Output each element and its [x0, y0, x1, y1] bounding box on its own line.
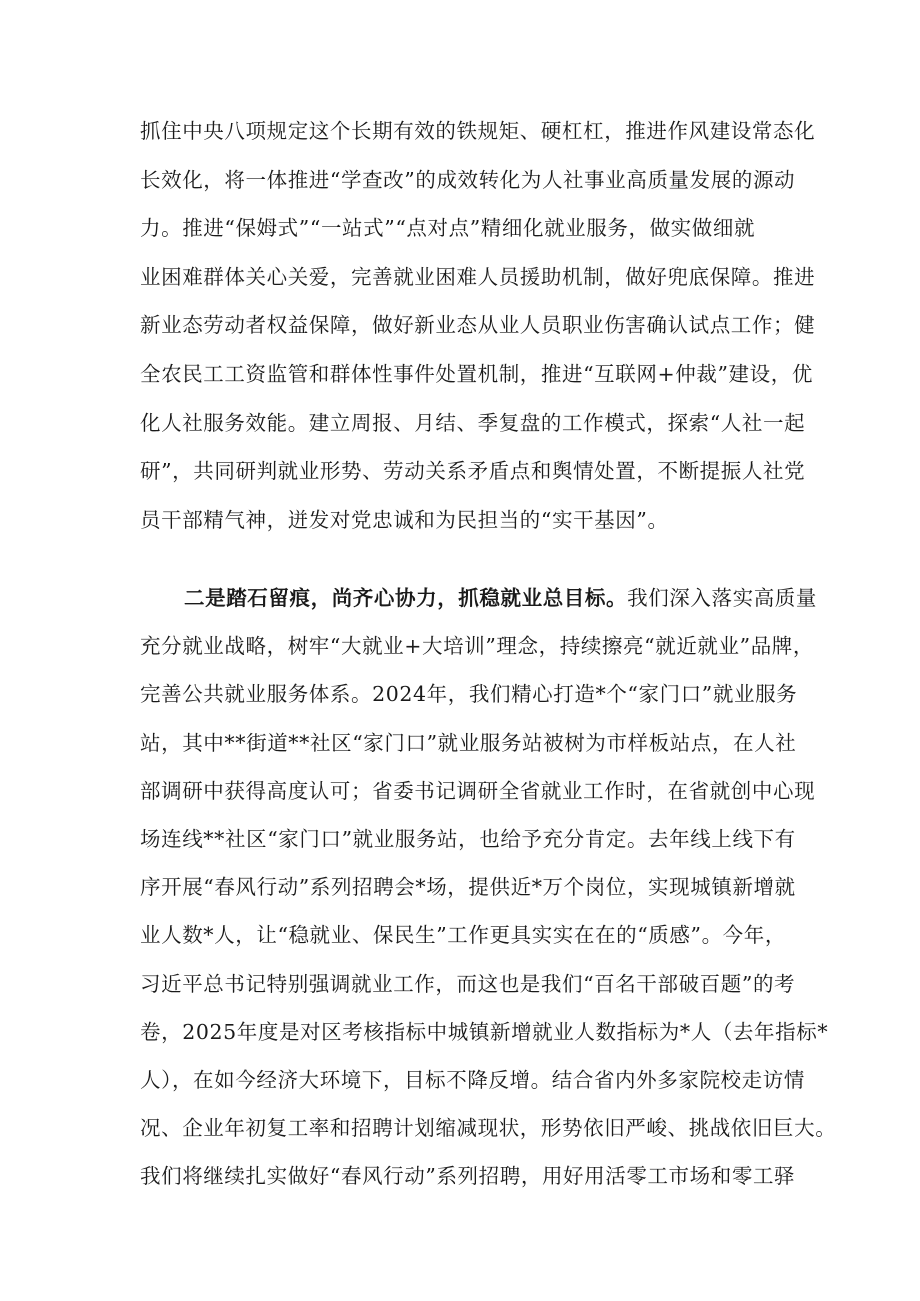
text-line: 习近平总书记特别强调就业工作，而这也是我们“百名干部破百题”的考 [140, 972, 796, 996]
text-line: 研”，共同研判就业形势、劳动关系矛盾点和舆情处置，不断提振人社党 [140, 459, 806, 483]
text-line: 序开展“春风行动”系列招聘会*场，提供近*万个岗位，实现城镇新增就 [140, 875, 796, 899]
text-span: 我们深入落实高质量 [627, 586, 818, 610]
text-line: 部调研中获得高度认可；省委书记调研全省就业工作时，在省就创中心现 [140, 779, 816, 803]
text-line: 力。推进“保姆式”“一站式”“点对点”精细化就业服务，做实做细就 [140, 216, 756, 240]
paragraph-heading: 二是踏石留痕，尚齐心协力，抓稳就业总目标。 [184, 586, 628, 610]
paragraph-first-line [184, 583, 844, 613]
text-line: 况、企业年初复工率和招聘计划缩减现状，形势依旧严峻、挑战依旧巨大。 [140, 1116, 837, 1140]
text-line: 充分就业战略，树牢“大就业+大培训”理念，持续擦亮“就近就业”品牌， [140, 634, 814, 658]
text-line: 卷，2025年度是对区考核指标中城镇新增就业人数指标为*人（去年指标* [140, 1020, 829, 1044]
text-line: 全农民工工资监管和群体性事件处置机制，推进“互联网+仲裁”建设，优 [140, 362, 813, 386]
text-line: 完善公共就业服务体系。2024年，我们精心打造*个“家门口”就业服务 [140, 682, 798, 706]
text-line: 业困难群体关心关爱，完善就业困难人员援助机制，做好兜底保障。推进 [140, 265, 816, 289]
text-line: 场连线**社区“家门口”就业服务站，也给予充分肯定。去年线上线下有 [140, 827, 796, 851]
text-line: 新业态劳动者权益保障，做好新业态从业人员职业伤害确认试点工作；健 [140, 313, 816, 337]
text-line: 站，其中**街道**社区“家门口”就业服务站被树为市样板站点，在人社 [140, 731, 797, 755]
text-line: 化人社服务效能。建立周报、月结、季复盘的工作模式，探索“人社一起 [140, 411, 806, 435]
text-line: 业人数*人，让“稳就业、保民生”工作更具实实在在的“质感”。今年， [140, 923, 786, 947]
text-line: 员干部精气神，迸发对党忠诚和为民担当的“实干基因”。 [140, 508, 669, 532]
text-line: 抓住中央八项规定这个长期有效的铁规矩、硬杠杠，推进作风建设常态化 [140, 119, 816, 143]
text-line: 人），在如今经济大环境下，目标不降反增。结合省内外多家院校走访情 [140, 1068, 805, 1092]
text-line: 长效化，将一体推进“学查改”的成效转化为人社事业高质量发展的源动 [140, 168, 796, 192]
text-line: 我们将继续扎实做好“春风行动”系列招聘，用好用活零工市场和零工驿 [140, 1164, 796, 1188]
